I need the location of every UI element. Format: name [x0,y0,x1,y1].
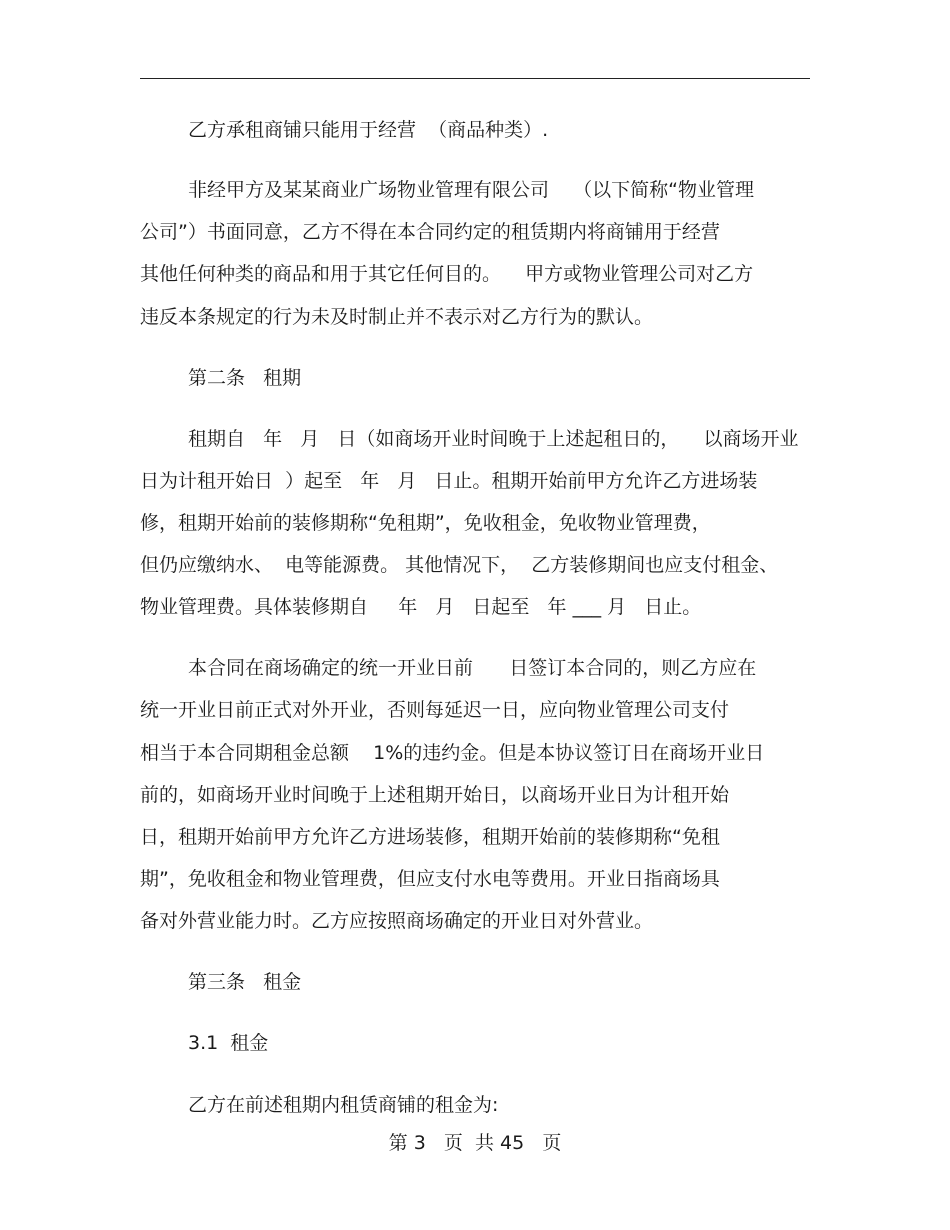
text-line: 相当于本合同期租金总额 1%的违约金。但是本协议签订日在商场开业日 [140,742,765,764]
text-line: 日，租期开始前甲方允许乙方进场装修，租期开始前的装修期称“免租 [140,826,720,848]
text-line: 期”，免收租金和物业管理费，但应支付水电等费用。开业日指商场具 [140,868,720,890]
text-line: 日为计租开始日 ）起至 年 月 日止。租期开始前甲方允许乙方进场装 [140,470,758,492]
section-heading: 第三条 租金 [188,971,302,993]
text-line: 前的，如商场开业时间晚于上述租期开始日，以商场开业日为计租开始 [140,784,730,806]
header-rule [140,78,810,79]
text-line: 非经甲方及某某商业广场物业管理有限公司 （以下简称“物业管理 [188,179,755,201]
text-line: 乙方承租商铺只能用于经营 （商品种类）. [188,119,549,141]
subsection-heading: 3.1 租金 [188,1032,269,1054]
text-line: 物业管理费。具体装修期自 年 月 日起至 年 ___ 月 日止。 [140,596,702,618]
text-line: 租期自 年 月 日（如商场开业时间晚于上述起租日的， 以商场开业 [188,428,799,450]
text-line: 其他任何种类的商品和用于其它任何目的。 甲方或物业管理公司对乙方 [140,263,754,285]
text-line: 统一开业日前正式对外开业，否则每延迟一日，应向物业管理公司支付 [140,699,730,721]
text-line: 乙方在前述租期内租赁商铺的租金为: [188,1094,499,1116]
page-number-footer: 第 3 页 共 45 页 [388,1132,562,1154]
text-line: 备对外营业能力时。乙方应按照商场确定的开业日对外营业。 [140,910,654,932]
section-heading: 第二条 租期 [188,367,302,389]
text-line: 违反本条规定的行为未及时制止并不表示对乙方行为的默认。 [140,306,654,328]
text-line: 修，租期开始前的装修期称“免租期”，免收租金，免收物业管理费， [140,512,711,534]
text-line: 本合同在商场确定的统一开业日前 日签订本合同的，则乙方应在 [188,657,757,679]
text-line: 公司”）书面同意，乙方不得在本合同约定的租赁期内将商铺用于经营 [140,221,720,243]
text-line: 但仍应缴纳水、 电等能源费。 其他情况下， 乙方装修期间也应支付租金、 [140,554,779,576]
